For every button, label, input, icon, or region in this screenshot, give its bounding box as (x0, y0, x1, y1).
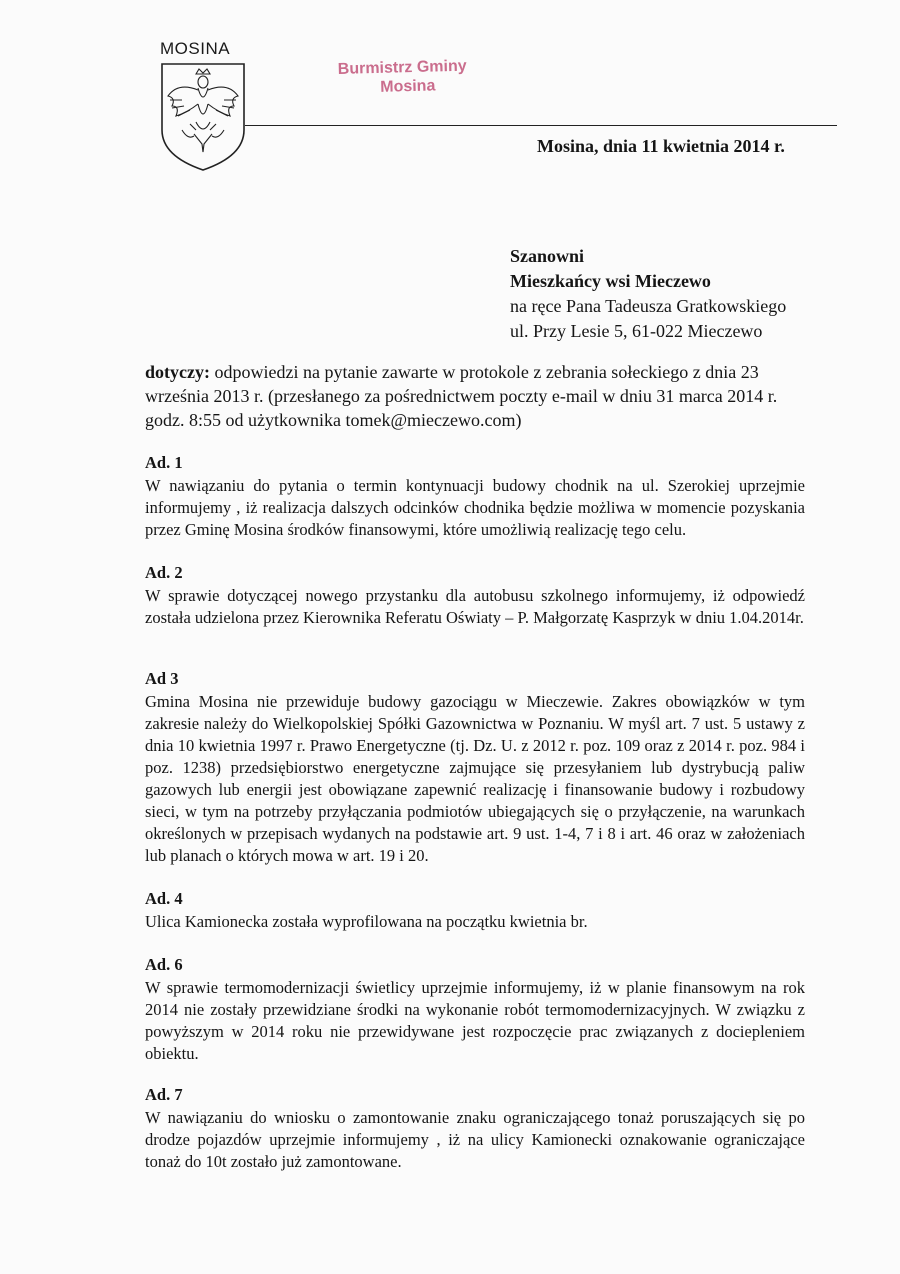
addressee-address: ul. Przy Lesie 5, 61-022 Mieczewo (510, 321, 763, 341)
section-heading: Ad. 7 (145, 1085, 183, 1104)
eagle-emblem-icon (158, 60, 248, 172)
addressee-salutation: Szanowni (510, 246, 585, 266)
subject-line (145, 360, 800, 432)
subject-label: dotyczy: (145, 362, 210, 382)
addressee-recipients: Mieszkańcy wsi Mieczewo (510, 271, 711, 291)
section-body: W nawiązaniu do pytania o termin kontynuacji budowy chodnik na ul. Szerokiej uprzejmie informujemy , iż realizacja dalszych odcinków chodnika będzie możliwa w momencie pozyskania przez Gminę Mosina środków finansowymi, które umożliwią realizację tego celu. (145, 476, 805, 539)
section-ad-3 (145, 668, 805, 867)
mayor-stamp (338, 56, 489, 98)
section-heading: Ad. 4 (145, 889, 183, 908)
section-body: Ulica Kamionecka została wyprofilowana na początku kwietnia br. (145, 912, 588, 931)
stamp-line-2: Mosina (380, 77, 436, 96)
section-ad-4 (145, 888, 805, 933)
header-divider (245, 125, 837, 126)
section-ad-6 (145, 954, 805, 1065)
coat-of-arms (158, 40, 253, 172)
addressee-block (510, 244, 786, 344)
section-body: W nawiązaniu do wniosku o zamontowanie znaku ograniczającego tonaż poruszających się po drodze pojazdów uprzejmie informujemy , iż na ulicy Kamionecki oznakowanie ograniczające tonaż do 10t zostało już zamontowane. (145, 1108, 805, 1171)
addressee-attention: na ręce Pana Tadeusza Gratkowskiego (510, 296, 787, 316)
letter-date: Mosina, dnia 11 kwietnia 2014 r. (537, 136, 785, 156)
section-heading: Ad. 2 (145, 563, 183, 582)
section-heading: Ad. 1 (145, 453, 183, 472)
section-ad-7 (145, 1084, 805, 1173)
section-body: Gmina Mosina nie przewiduje budowy gazociągu w Mieczewie. Zakres obowiązków w tym zakresie należy do Wielkopolskiej Spółki Gazownictwa w Poznaniu. W myśl art. 7 ust. 5 ustawy z dnia 10 kwietnia 1997 r. Prawo Energetyczne (tj. Dz. U. z 2012 r. poz. 109 oraz z 2014 r. poz. 984 i poz. 1238) przedsiębiorstwo energetyczne zajmujące się przesyłaniem lub dystrybucją paliw gazowych lub energii jest obowiązane zapewnić realizację i finansowanie budowy i rozbudowy sieci, w tym na potrzeby przyłączania podmiotów ubiegających się o przyłączenie, na warunkach określonych w przepisach wydanych na podstawie art. 9 ust. 1-4, 7 i 8 i art. 46 oraz w założeniach lub planach o których mowa w art. 19 i 20. (145, 692, 805, 865)
section-body: W sprawie termomodernizacji świetlicy uprzejmie informujemy, iż w planie finansowym na rok 2014 nie zostały przewidziane środki na wykonanie robót termomodernizacyjnych. W związku z powyższym w 2014 roku nie przewidywane jest rozpoczęcie prac związanych z dociepleniem obiektu. (145, 978, 805, 1063)
stamp-line-1: Burmistrz Gminy (337, 57, 467, 78)
section-ad-2 (145, 562, 805, 629)
coat-of-arms-name: MOSINA (160, 39, 231, 58)
section-heading: Ad 3 (145, 669, 179, 688)
section-body: W sprawie dotyczącej nowego przystanku dla autobusu szkolnego informujemy, iż odpowiedź została udzielona przez Kierownika Referatu Oświaty – P. Małgorzatę Kasprzyk w dniu 1.04.2014r. (145, 586, 805, 627)
subject-text: odpowiedzi na pytanie zawarte w protokole z zebrania sołeckiego z dnia 23 września 2013 r. (przesłanego za pośrednictwem poczty e-mail w dniu 31 marca 2014 r. godz. 8:55 od użytkownika tomek@mieczewo.com) (145, 362, 778, 430)
section-heading: Ad. 6 (145, 955, 183, 974)
section-ad-1 (145, 452, 805, 541)
